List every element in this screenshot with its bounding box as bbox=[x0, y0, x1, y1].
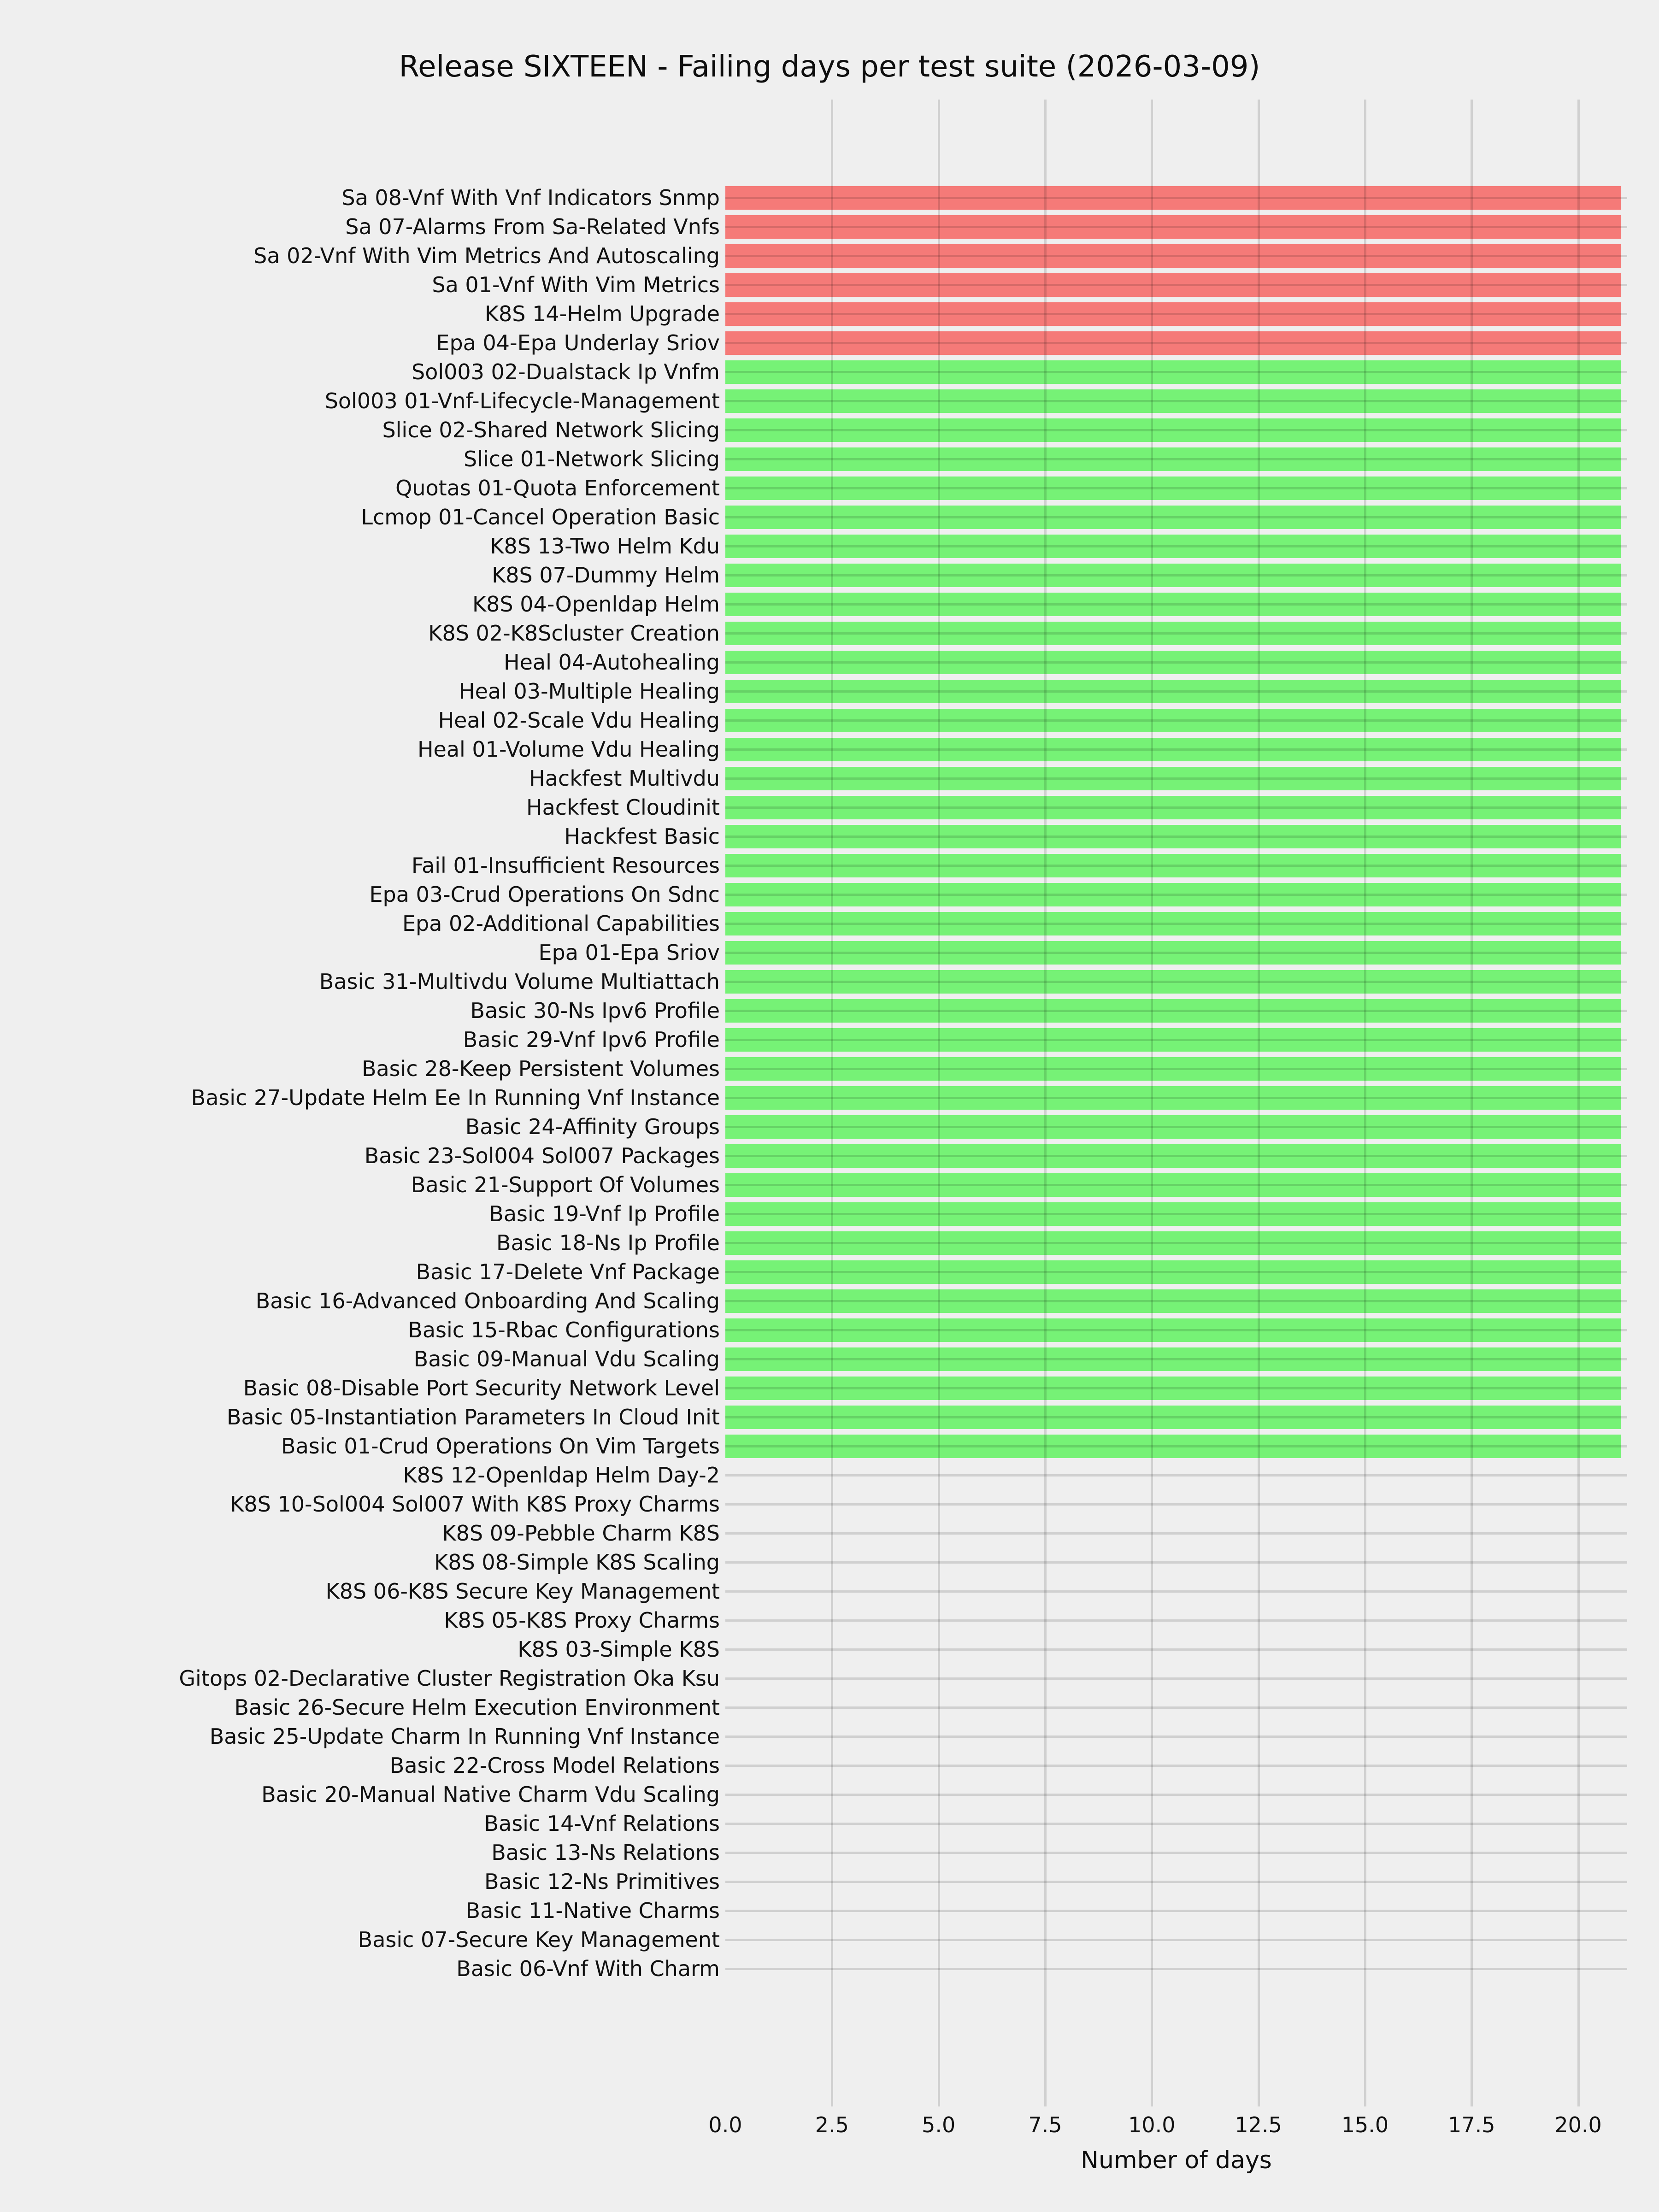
grid-line-horizontal bbox=[725, 1532, 1627, 1535]
y-axis-label: Epa 02-Additional Capabilities bbox=[402, 911, 720, 936]
grid-line-horizontal bbox=[725, 835, 1627, 838]
y-axis-label: K8S 05-K8S Proxy Charms bbox=[444, 1608, 720, 1633]
grid-line-vertical bbox=[1044, 100, 1047, 2106]
y-axis-label: Basic 27-Update Helm Ee In Running Vnf Instance bbox=[191, 1085, 720, 1110]
y-axis-label: Lcmop 01-Cancel Operation Basic bbox=[361, 505, 720, 529]
y-axis-label: Sol003 01-Vnf-Lifecycle-Management bbox=[324, 388, 720, 413]
y-axis-label: Basic 18-Ns Ip Profile bbox=[496, 1230, 720, 1255]
y-axis-label: Basic 17-Delete Vnf Package bbox=[416, 1259, 720, 1284]
grid-line-horizontal bbox=[725, 1300, 1627, 1302]
grid-line-horizontal bbox=[725, 1910, 1627, 1912]
x-axis-tick-label: 17.5 bbox=[1448, 2112, 1495, 2137]
y-axis-label: K8S 07-Dummy Helm bbox=[492, 563, 720, 588]
y-axis-label: Gitops 02-Declarative Cluster Registration Oka Ksu bbox=[179, 1666, 720, 1691]
x-axis-tick-label: 0.0 bbox=[708, 2112, 742, 2137]
y-axis-label: Basic 25-Update Charm In Running Vnf Instance bbox=[209, 1724, 720, 1749]
grid-line-vertical bbox=[1151, 100, 1153, 2106]
grid-line-vertical bbox=[1471, 100, 1473, 2106]
grid-line-horizontal bbox=[725, 1765, 1627, 1767]
grid-layer bbox=[725, 100, 1627, 2106]
y-axis-label: Hackfest Cloudinit bbox=[526, 795, 720, 820]
grid-line-horizontal bbox=[725, 1445, 1627, 1447]
grid-line-horizontal bbox=[725, 690, 1627, 693]
y-axis-label: Sa 08-Vnf With Vnf Indicators Snmp bbox=[341, 185, 720, 210]
grid-line-horizontal bbox=[725, 226, 1627, 228]
x-axis-tick-label: 5.0 bbox=[922, 2112, 956, 2137]
grid-line-horizontal bbox=[725, 1242, 1627, 1244]
grid-line-vertical bbox=[1577, 100, 1580, 2106]
y-axis-label: Basic 12-Ns Primitives bbox=[484, 1869, 720, 1894]
y-axis-label: Sol003 02-Dualstack Ip Vnfm bbox=[412, 359, 720, 384]
x-axis-tick-label: 2.5 bbox=[815, 2112, 849, 2137]
y-axis-label: Basic 26-Secure Helm Execution Environment bbox=[234, 1695, 720, 1720]
y-axis-label: Epa 04-Epa Underlay Sriov bbox=[436, 330, 720, 355]
y-axis-label: Basic 22-Cross Model Relations bbox=[389, 1753, 720, 1778]
grid-line-horizontal bbox=[725, 1735, 1627, 1738]
grid-line-horizontal bbox=[725, 1097, 1627, 1099]
x-axis-tick-label: 15.0 bbox=[1341, 2112, 1389, 2137]
grid-line-horizontal bbox=[725, 1503, 1627, 1506]
grid-line-horizontal bbox=[725, 342, 1627, 344]
x-axis-tick-label: 12.5 bbox=[1235, 2112, 1282, 2137]
grid-line-horizontal bbox=[725, 1794, 1627, 1796]
y-axis-label: Sa 02-Vnf With Vim Metrics And Autoscaling bbox=[253, 243, 720, 268]
y-axis-label: K8S 14-Helm Upgrade bbox=[484, 301, 720, 326]
y-axis-label: Hackfest Basic bbox=[564, 824, 720, 849]
grid-line-horizontal bbox=[725, 1126, 1627, 1128]
grid-line-horizontal bbox=[725, 458, 1627, 460]
grid-line-vertical bbox=[1364, 100, 1366, 2106]
grid-line-horizontal bbox=[725, 1213, 1627, 1215]
y-axis-label: K8S 08-Simple K8S Scaling bbox=[434, 1550, 720, 1575]
grid-line-horizontal bbox=[725, 284, 1627, 286]
y-axis-label: Heal 03-Multiple Healing bbox=[459, 679, 720, 704]
y-axis-label: K8S 04-Openldap Helm bbox=[472, 592, 720, 617]
y-axis-label: K8S 03-Simple K8S bbox=[518, 1637, 720, 1662]
grid-line-horizontal bbox=[725, 313, 1627, 315]
grid-line-horizontal bbox=[725, 981, 1627, 983]
y-axis-label: K8S 10-Sol004 Sol007 With K8S Proxy Charms bbox=[230, 1492, 720, 1517]
y-axis-label: Basic 23-Sol004 Sol007 Packages bbox=[364, 1143, 720, 1168]
grid-line-horizontal bbox=[725, 1881, 1627, 1883]
y-axis-label: Basic 29-Vnf Ipv6 Profile bbox=[463, 1027, 720, 1052]
y-axis-label: Basic 16-Advanced Onboarding And Scaling bbox=[255, 1288, 720, 1313]
grid-line-horizontal bbox=[725, 661, 1627, 664]
grid-line-horizontal bbox=[725, 487, 1627, 489]
y-axis-label: Heal 01-Volume Vdu Healing bbox=[417, 737, 720, 762]
y-axis-label: Basic 30-Ns Ipv6 Profile bbox=[470, 998, 720, 1023]
grid-line-horizontal bbox=[725, 952, 1627, 954]
grid-line-horizontal bbox=[725, 1852, 1627, 1854]
grid-line-horizontal bbox=[725, 1271, 1627, 1273]
y-axis-label: Basic 24-Affinity Groups bbox=[465, 1114, 720, 1139]
y-axis-label: K8S 02-K8Scluster Creation bbox=[428, 621, 720, 646]
y-axis-label: Basic 21-Support Of Volumes bbox=[411, 1172, 720, 1197]
grid-line-horizontal bbox=[725, 1706, 1627, 1709]
x-axis-tick-label: 10.0 bbox=[1128, 2112, 1176, 2137]
grid-line-horizontal bbox=[725, 1561, 1627, 1564]
x-axis-tick-label: 20.0 bbox=[1554, 2112, 1602, 2137]
y-axis-label: Slice 01-Network Slicing bbox=[464, 447, 720, 471]
grid-line-horizontal bbox=[725, 632, 1627, 635]
grid-line-horizontal bbox=[725, 1387, 1627, 1389]
grid-line-vertical bbox=[938, 100, 940, 2106]
y-axis-label: K8S 13-Two Helm Kdu bbox=[490, 534, 720, 559]
grid-line-horizontal bbox=[725, 1619, 1627, 1622]
y-axis-label: Heal 02-Scale Vdu Healing bbox=[438, 708, 720, 733]
grid-line-horizontal bbox=[725, 1968, 1627, 1970]
y-axis-label: Basic 07-Secure Key Management bbox=[358, 1927, 720, 1952]
y-axis-label: Quotas 01-Quota Enforcement bbox=[395, 476, 720, 500]
y-axis-label: K8S 06-K8S Secure Key Management bbox=[325, 1579, 720, 1604]
grid-line-horizontal bbox=[725, 574, 1627, 577]
grid-line-horizontal bbox=[725, 1068, 1627, 1070]
y-axis-label: Sa 07-Alarms From Sa-Related Vnfs bbox=[345, 214, 720, 239]
y-axis-label: K8S 12-Openldap Helm Day-2 bbox=[403, 1463, 720, 1488]
plot-area bbox=[725, 100, 1627, 2106]
y-axis-label: Basic 01-Crud Operations On Vim Targets bbox=[281, 1434, 720, 1459]
grid-line-horizontal bbox=[725, 1823, 1627, 1825]
y-axis-label: Basic 09-Manual Vdu Scaling bbox=[413, 1347, 720, 1371]
grid-line-horizontal bbox=[725, 1474, 1627, 1477]
y-axis-label: Basic 14-Vnf Relations bbox=[484, 1811, 720, 1836]
grid-line-vertical bbox=[1258, 100, 1260, 2106]
y-axis-label: Sa 01-Vnf With Vim Metrics bbox=[432, 272, 720, 297]
y-axis-label: Epa 01-Epa Sriov bbox=[538, 940, 720, 965]
y-axis-label: Basic 15-Rbac Configurations bbox=[408, 1318, 720, 1342]
y-axis-label: Basic 20-Manual Native Charm Vdu Scaling bbox=[261, 1782, 720, 1807]
y-axis-label: Basic 08-Disable Port Security Network Level bbox=[243, 1376, 720, 1400]
x-axis-title: Number of days bbox=[1081, 2147, 1272, 2174]
y-axis-label: Basic 13-Ns Relations bbox=[491, 1840, 720, 1865]
grid-line-horizontal bbox=[725, 516, 1627, 518]
grid-line-horizontal bbox=[725, 400, 1627, 402]
y-axis-label: Slice 02-Shared Network Slicing bbox=[382, 418, 720, 442]
grid-line-horizontal bbox=[725, 894, 1627, 896]
chart-title: Release SIXTEEN - Failing days per test suite (2026-03-09) bbox=[399, 50, 1260, 84]
y-axis-label: Basic 06-Vnf With Charm bbox=[456, 1956, 720, 1981]
grid-line-horizontal bbox=[725, 806, 1627, 809]
grid-line-horizontal bbox=[725, 1939, 1627, 1941]
grid-line-horizontal bbox=[725, 255, 1627, 257]
grid-line-horizontal bbox=[725, 1039, 1627, 1041]
grid-line-horizontal bbox=[725, 603, 1627, 606]
grid-line-horizontal bbox=[725, 1416, 1627, 1418]
x-axis-tick-label: 7.5 bbox=[1028, 2112, 1062, 2137]
grid-line-horizontal bbox=[725, 1648, 1627, 1651]
y-axis-label: Epa 03-Crud Operations On Sdnc bbox=[369, 882, 720, 907]
grid-line-horizontal bbox=[725, 923, 1627, 925]
grid-line-horizontal bbox=[725, 1590, 1627, 1593]
grid-line-horizontal bbox=[725, 777, 1627, 780]
grid-line-horizontal bbox=[725, 197, 1627, 199]
grid-line-horizontal bbox=[725, 371, 1627, 373]
grid-line-horizontal bbox=[725, 748, 1627, 751]
grid-line-horizontal bbox=[725, 719, 1627, 722]
grid-line-horizontal bbox=[725, 1010, 1627, 1012]
x-axis-ticks bbox=[708, 2112, 1627, 2145]
grid-line-horizontal bbox=[725, 1358, 1627, 1360]
y-axis-label: Fail 01-Insufficient Resources bbox=[411, 853, 720, 878]
y-axis-label: Basic 11-Native Charms bbox=[465, 1898, 720, 1923]
grid-line-horizontal bbox=[725, 1677, 1627, 1680]
y-axis-label: Basic 31-Multivdu Volume Multiattach bbox=[319, 969, 720, 994]
y-axis-label: Basic 28-Keep Persistent Volumes bbox=[361, 1056, 720, 1081]
grid-line-horizontal bbox=[725, 1184, 1627, 1186]
grid-line-horizontal bbox=[725, 865, 1627, 867]
y-axis-label: Heal 04-Autohealing bbox=[504, 650, 720, 675]
y-axis-label: K8S 09-Pebble Charm K8S bbox=[442, 1521, 720, 1546]
grid-line-horizontal bbox=[725, 545, 1627, 547]
grid-line-horizontal bbox=[725, 1329, 1627, 1331]
y-axis-label: Basic 05-Instantiation Parameters In Cloud Init bbox=[226, 1405, 720, 1430]
y-axis-label: Basic 19-Vnf Ip Profile bbox=[489, 1201, 720, 1226]
grid-line-vertical bbox=[831, 100, 833, 2106]
grid-line-horizontal bbox=[725, 1155, 1627, 1157]
grid-line-horizontal bbox=[725, 429, 1627, 431]
y-axis-labels bbox=[0, 100, 720, 2106]
y-axis-label: Hackfest Multivdu bbox=[529, 766, 720, 791]
